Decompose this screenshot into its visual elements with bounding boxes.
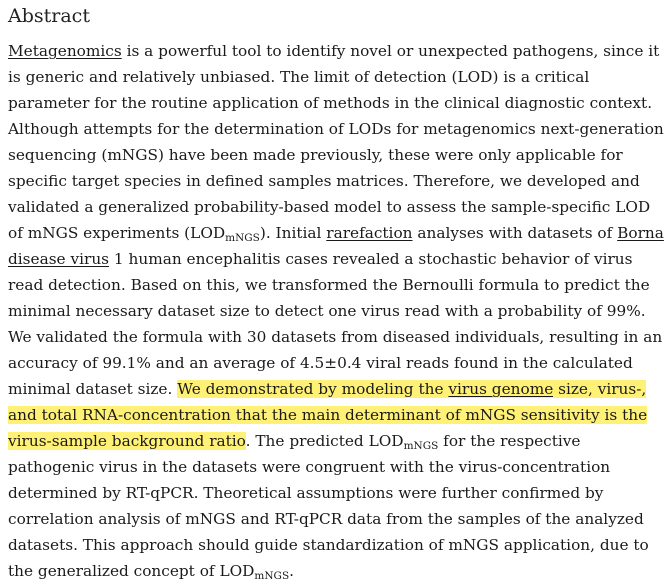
abstract-text: . xyxy=(289,562,295,580)
lod-subscript: mNGS xyxy=(254,570,290,582)
abstract-text: . The predicted xyxy=(245,432,369,450)
lod-term: LOD xyxy=(368,432,404,450)
abstract-text: analyses with datasets of xyxy=(412,224,618,242)
abstract-text: ). Initial xyxy=(259,224,327,242)
lod-term: LOD xyxy=(219,562,255,580)
abstract-text: 1 human encephalitis cases revealed a stochastic behavior of virus read detection. Based on this, we transformed the Bernoulli formula to predict the minimal necessary dataset size to detect one virus read with a probability of 99%. We validated the formula with 30 datasets from diseased individuals, resulting in an accuracy of 99.1% and an average of 4.5±0.4 viral reads found in the calculated minimal dataset size. xyxy=(8,250,663,398)
abstract-heading: Abstract xyxy=(8,5,90,27)
highlighted-text: size, virus-, and total RNA-concentration that the main determinant of mNGS sensitivity is the virus-sample background ratio xyxy=(8,380,648,450)
lod-subscript: mNGS xyxy=(225,232,260,244)
lod-term: LOD xyxy=(190,224,226,242)
abstract-text: is a powerful tool to identify novel or unexpected pathogens, since it is generic and relatively unbiased. The limit of detection (LOD) is a critical parameter for the routine application of methods in the clinical diagnostic context. Although attempts for the determination of LODs for metagenomics next-generation sequencing (mNGS) have been made previously, these were only applicable for specific target species in defined samples matrices. Therefore, we developed and validated a generalized probability-based model to assess the sample-specific LOD of mNGS experiments ( xyxy=(8,42,664,242)
term-link-rarefaction[interactable]: rarefaction xyxy=(326,224,413,242)
term-link-virus-genome[interactable]: virus genome xyxy=(448,380,554,398)
abstract-section xyxy=(8,0,664,584)
term-link-borna-disease-virus[interactable]: Borna disease virus xyxy=(8,224,664,268)
lod-subscript: mNGS xyxy=(403,440,439,452)
highlighted-text: We demonstrated by modeling the xyxy=(177,380,449,398)
term-link-metagenomics[interactable]: Metagenomics xyxy=(8,42,122,60)
abstract-text: for the respective pathogenic virus in the datasets were congruent with the virus-concentration determined by RT-qPCR. Theoretical assumptions were further confirmed by correlation analysis of mNGS and RT-qPCR data from the samples of the analyzed datasets. This approach should guide standardization of mNGS application, due to the generalized concept of xyxy=(8,432,649,580)
abstract-paragraph xyxy=(8,38,664,584)
